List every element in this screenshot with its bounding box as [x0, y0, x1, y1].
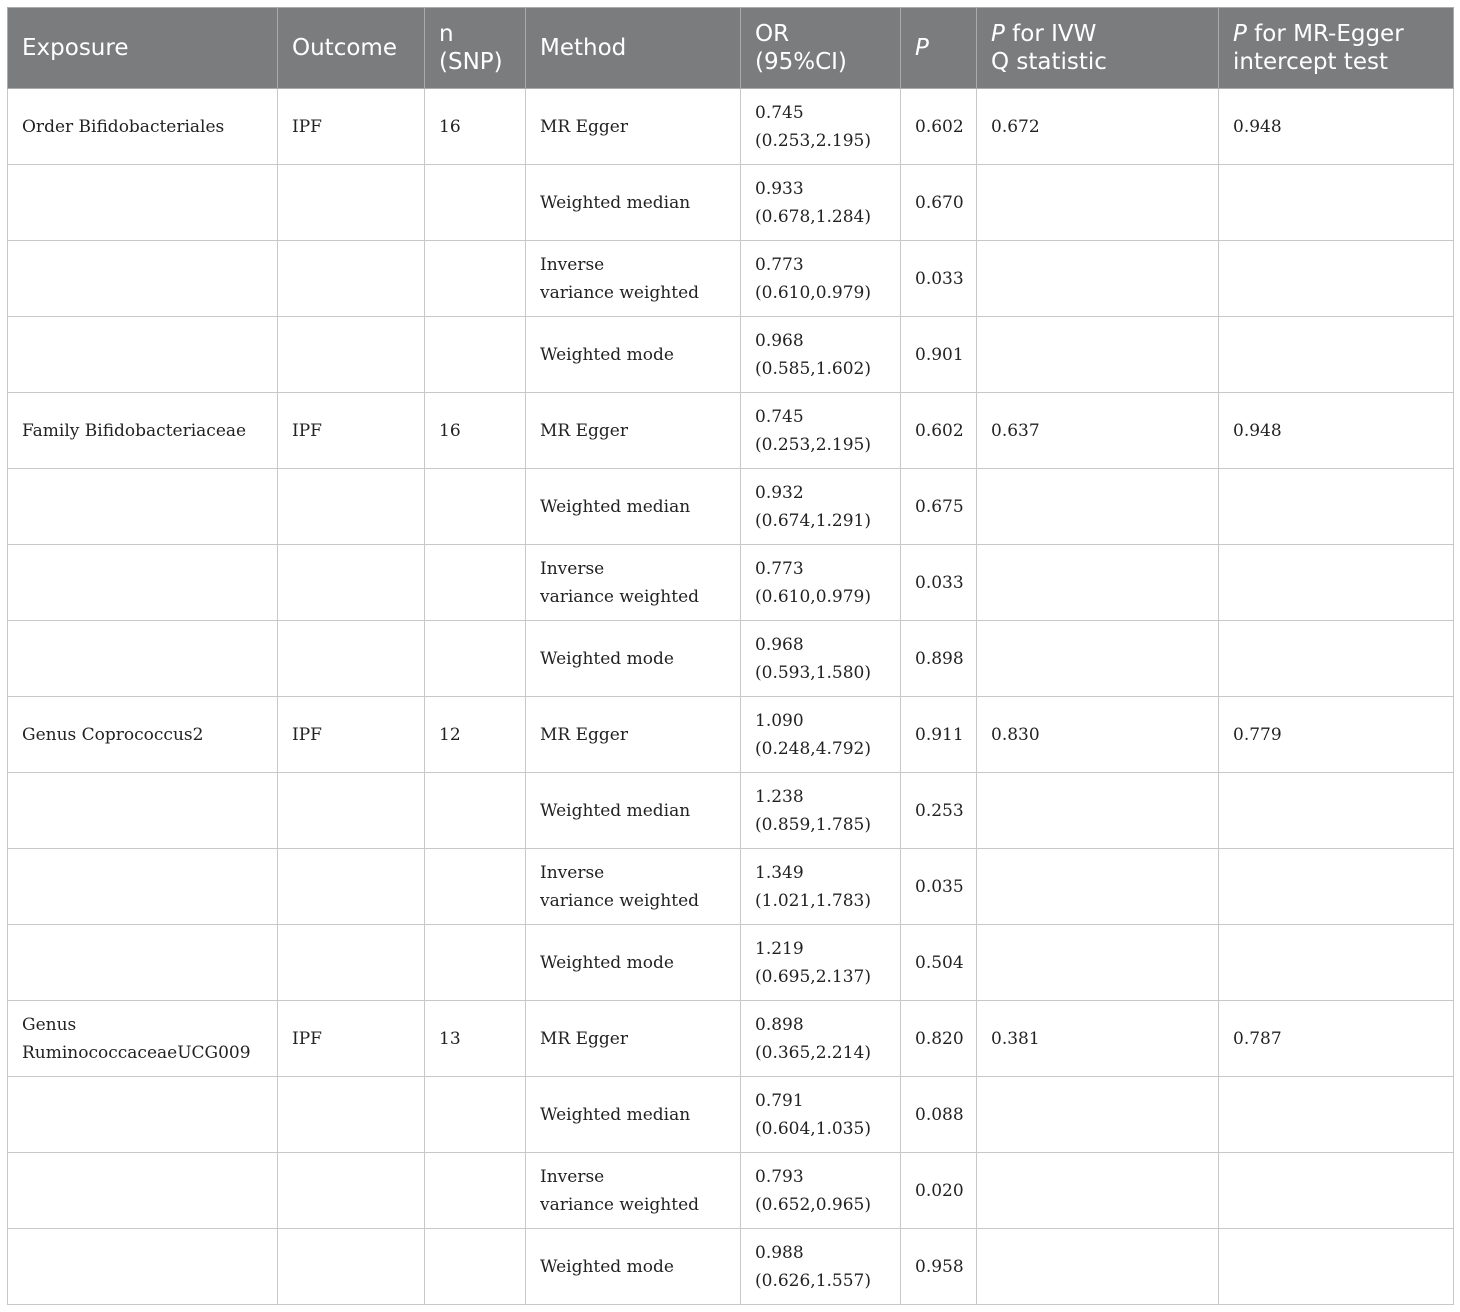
- header-p-egger: [1219, 8, 1454, 89]
- cell-p-ivw: 0.672: [977, 89, 1219, 165]
- table-row: [8, 849, 1454, 925]
- cell-method-line: MR Egger: [540, 724, 628, 745]
- header-text: Outcome: [292, 35, 397, 61]
- header-line: [1233, 20, 1439, 48]
- cell-p-egger: [1219, 1153, 1454, 1229]
- cell-method: [526, 1229, 741, 1305]
- cell-method-line: variance weighted: [540, 282, 700, 303]
- cell-p: 0.901: [901, 317, 977, 393]
- cell-p: 0.602: [901, 393, 977, 469]
- cell-method-line: MR Egger: [540, 116, 628, 137]
- cell-or-ci-line: 0.968: [755, 634, 804, 655]
- cell-p-egger: [1219, 1229, 1454, 1305]
- cell-exposure: [8, 925, 278, 1001]
- cell-method: [526, 621, 741, 697]
- table-row: [8, 89, 1454, 165]
- cell-or-ci-line: 0.773: [755, 558, 804, 579]
- cell-n-snp: [425, 1229, 526, 1305]
- cell-or-ci-line: 0.793: [755, 1166, 804, 1187]
- cell-p-ivw: [977, 545, 1219, 621]
- header-n-snp: [425, 8, 526, 89]
- cell-n-snp: [425, 773, 526, 849]
- cell-or-ci-line: (0.253,2.195): [755, 130, 872, 151]
- cell-method-line: MR Egger: [540, 420, 628, 441]
- table-row: [8, 1153, 1454, 1229]
- cell-or-ci-line: 0.988: [755, 1242, 804, 1263]
- cell-outcome: IPF: [278, 89, 425, 165]
- cell-method-line: Weighted median: [540, 1104, 691, 1125]
- cell-outcome: IPF: [278, 697, 425, 773]
- header-or-ci: [741, 8, 901, 89]
- header-line: [439, 48, 511, 76]
- cell-method: [526, 1153, 741, 1229]
- table-row: [8, 773, 1454, 849]
- cell-method-line: MR Egger: [540, 1028, 628, 1049]
- cell-method-line: Inverse: [540, 254, 605, 275]
- header-text: Method: [540, 35, 627, 61]
- cell-or-ci-line: (0.604,1.035): [755, 1118, 872, 1139]
- cell-p: 0.033: [901, 241, 977, 317]
- cell-exposure: [8, 469, 278, 545]
- cell-exposure: [8, 165, 278, 241]
- cell-or-ci: [741, 849, 901, 925]
- cell-p-ivw: [977, 925, 1219, 1001]
- cell-exposure-line: Order Bifidobacteriales: [22, 116, 225, 137]
- cell-p-ivw: [977, 1077, 1219, 1153]
- cell-p: 0.088: [901, 1077, 977, 1153]
- cell-outcome: [278, 317, 425, 393]
- table-row: [8, 241, 1454, 317]
- header-line: [1233, 48, 1439, 76]
- cell-p: 0.033: [901, 545, 977, 621]
- cell-p-egger: [1219, 621, 1454, 697]
- header-p-ivw: [977, 8, 1219, 89]
- cell-or-ci: [741, 89, 901, 165]
- cell-n-snp: [425, 165, 526, 241]
- cell-or-ci-line: (0.678,1.284): [755, 206, 872, 227]
- cell-n-snp: [425, 1153, 526, 1229]
- cell-or-ci-line: 0.933: [755, 178, 804, 199]
- cell-p-egger: [1219, 165, 1454, 241]
- table-header: [8, 8, 1454, 89]
- cell-exposure: [8, 621, 278, 697]
- header-text: intercept test: [1233, 49, 1388, 75]
- cell-or-ci-line: (0.674,1.291): [755, 510, 872, 531]
- table-row: [8, 393, 1454, 469]
- header-line: [755, 48, 886, 76]
- cell-method-line: Weighted mode: [540, 648, 674, 669]
- cell-outcome: [278, 241, 425, 317]
- cell-p: 0.675: [901, 469, 977, 545]
- cell-or-ci-line: 0.745: [755, 102, 804, 123]
- header-p: [901, 8, 977, 89]
- cell-n-snp: [425, 621, 526, 697]
- cell-n-snp: 16: [425, 89, 526, 165]
- cell-exposure: [8, 1077, 278, 1153]
- header-line: [439, 20, 511, 48]
- header-line: [22, 34, 263, 62]
- cell-p-ivw: [977, 773, 1219, 849]
- cell-p: 0.602: [901, 89, 977, 165]
- cell-p-ivw: [977, 165, 1219, 241]
- cell-outcome: [278, 165, 425, 241]
- cell-p-egger: [1219, 773, 1454, 849]
- header-method: [526, 8, 741, 89]
- cell-p: 0.035: [901, 849, 977, 925]
- header-exposure: [8, 8, 278, 89]
- header-text: Q statistic: [991, 49, 1107, 75]
- cell-n-snp: 13: [425, 1001, 526, 1077]
- cell-exposure: [8, 849, 278, 925]
- cell-or-ci: [741, 165, 901, 241]
- cell-exposure-line: Family Bifidobacteriaceae: [22, 420, 247, 441]
- cell-method: [526, 469, 741, 545]
- cell-or-ci: [741, 925, 901, 1001]
- cell-or-ci: [741, 393, 901, 469]
- cell-n-snp: [425, 545, 526, 621]
- cell-outcome: [278, 1153, 425, 1229]
- cell-outcome: [278, 621, 425, 697]
- header-line: [991, 48, 1204, 76]
- cell-outcome: [278, 773, 425, 849]
- cell-or-ci-line: 1.219: [755, 938, 804, 959]
- table-row: [8, 469, 1454, 545]
- cell-exposure: [8, 393, 278, 469]
- cell-or-ci-line: (0.248,4.792): [755, 738, 872, 759]
- header-outcome: [278, 8, 425, 89]
- cell-method-line: Inverse: [540, 558, 605, 579]
- cell-p-ivw: [977, 1229, 1219, 1305]
- header-line: [540, 34, 726, 62]
- table-row: [8, 697, 1454, 773]
- cell-method: [526, 1077, 741, 1153]
- cell-exposure: [8, 1001, 278, 1077]
- cell-exposure-line: Genus: [22, 1014, 77, 1035]
- cell-or-ci: [741, 1001, 901, 1077]
- cell-p-egger: 0.948: [1219, 393, 1454, 469]
- cell-p-ivw: [977, 849, 1219, 925]
- table-row: [8, 925, 1454, 1001]
- cell-outcome: IPF: [278, 1001, 425, 1077]
- header-line: [991, 20, 1204, 48]
- cell-outcome: [278, 849, 425, 925]
- cell-or-ci-line: 0.745: [755, 406, 804, 427]
- cell-method-line: Weighted mode: [540, 1256, 674, 1277]
- cell-method-line: variance weighted: [540, 1194, 700, 1215]
- header-text: for IVW: [1004, 21, 1097, 47]
- header-row: [8, 8, 1454, 89]
- header-italic-p: P: [915, 35, 929, 61]
- cell-p-egger: 0.779: [1219, 697, 1454, 773]
- cell-n-snp: [425, 469, 526, 545]
- cell-outcome: [278, 545, 425, 621]
- cell-exposure: [8, 1229, 278, 1305]
- cell-method-line: Weighted median: [540, 800, 691, 821]
- cell-or-ci-line: 1.349: [755, 862, 804, 883]
- header-italic-p: P: [991, 21, 1005, 47]
- header-text: OR: [755, 21, 790, 47]
- cell-method: [526, 697, 741, 773]
- cell-or-ci: [741, 545, 901, 621]
- cell-or-ci-line: (0.253,2.195): [755, 434, 872, 455]
- cell-or-ci-line: (0.365,2.214): [755, 1042, 872, 1063]
- table-body: [8, 89, 1454, 1305]
- cell-method: [526, 393, 741, 469]
- cell-method-line: Weighted mode: [540, 952, 674, 973]
- cell-or-ci-line: 1.238: [755, 786, 804, 807]
- cell-n-snp: 12: [425, 697, 526, 773]
- cell-n-snp: [425, 925, 526, 1001]
- table-row: [8, 621, 1454, 697]
- cell-method: [526, 925, 741, 1001]
- table-row: [8, 317, 1454, 393]
- cell-or-ci: [741, 1153, 901, 1229]
- cell-or-ci-line: 1.090: [755, 710, 804, 731]
- cell-method-line: Inverse: [540, 862, 605, 883]
- table-row: [8, 165, 1454, 241]
- cell-or-ci-line: (0.585,1.602): [755, 358, 872, 379]
- cell-p-egger: [1219, 241, 1454, 317]
- cell-or-ci-line: (0.695,2.137): [755, 966, 872, 987]
- cell-or-ci-line: (0.652,0.965): [755, 1194, 872, 1215]
- cell-method: [526, 241, 741, 317]
- cell-method: [526, 545, 741, 621]
- cell-n-snp: [425, 849, 526, 925]
- cell-or-ci-line: 0.773: [755, 254, 804, 275]
- table-row: [8, 1229, 1454, 1305]
- cell-p-ivw: 0.830: [977, 697, 1219, 773]
- cell-p: 0.670: [901, 165, 977, 241]
- cell-p-ivw: 0.637: [977, 393, 1219, 469]
- header-line: [292, 34, 410, 62]
- cell-method: [526, 317, 741, 393]
- cell-p-egger: [1219, 849, 1454, 925]
- header-text: n: [439, 21, 454, 47]
- cell-or-ci-line: 0.968: [755, 330, 804, 351]
- cell-n-snp: [425, 317, 526, 393]
- cell-or-ci-line: (0.593,1.580): [755, 662, 872, 683]
- cell-or-ci: [741, 697, 901, 773]
- cell-method-line: Weighted median: [540, 496, 691, 517]
- cell-exposure: [8, 317, 278, 393]
- cell-p-egger: [1219, 469, 1454, 545]
- cell-p-egger: [1219, 1077, 1454, 1153]
- header-italic-p: P: [1233, 21, 1247, 47]
- cell-or-ci-line: (1.021,1.783): [755, 890, 872, 911]
- cell-or-ci-line: (0.610,0.979): [755, 282, 872, 303]
- cell-exposure-line: RuminococcaceaeUCG009: [22, 1042, 251, 1063]
- cell-exposure: [8, 89, 278, 165]
- cell-n-snp: [425, 241, 526, 317]
- header-text: Exposure: [22, 35, 129, 61]
- cell-or-ci-line: 0.898: [755, 1014, 804, 1035]
- cell-method: [526, 849, 741, 925]
- cell-exposure: [8, 545, 278, 621]
- cell-or-ci-line: (0.610,0.979): [755, 586, 872, 607]
- cell-p-egger: 0.787: [1219, 1001, 1454, 1077]
- header-line: [915, 34, 962, 62]
- cell-method-line: variance weighted: [540, 586, 700, 607]
- cell-p-ivw: [977, 241, 1219, 317]
- cell-p-ivw: [977, 1153, 1219, 1229]
- cell-p: 0.958: [901, 1229, 977, 1305]
- cell-or-ci-line: (0.859,1.785): [755, 814, 872, 835]
- cell-or-ci: [741, 1077, 901, 1153]
- header-line: [755, 20, 886, 48]
- cell-exposure: [8, 1153, 278, 1229]
- cell-p: 0.253: [901, 773, 977, 849]
- cell-or-ci: [741, 241, 901, 317]
- cell-or-ci: [741, 469, 901, 545]
- cell-method-line: Inverse: [540, 1166, 605, 1187]
- cell-method: [526, 773, 741, 849]
- table-row: [8, 1077, 1454, 1153]
- cell-exposure: [8, 773, 278, 849]
- cell-n-snp: [425, 1077, 526, 1153]
- cell-method-line: Weighted median: [540, 192, 691, 213]
- cell-p-ivw: 0.381: [977, 1001, 1219, 1077]
- cell-p-egger: [1219, 317, 1454, 393]
- cell-or-ci: [741, 773, 901, 849]
- cell-or-ci: [741, 317, 901, 393]
- cell-exposure: [8, 241, 278, 317]
- cell-exposure-line: Genus Coprococcus2: [22, 724, 204, 745]
- cell-p-egger: [1219, 545, 1454, 621]
- table-row: [8, 1001, 1454, 1077]
- cell-or-ci-line: 0.932: [755, 482, 804, 503]
- cell-p: 0.898: [901, 621, 977, 697]
- cell-method: [526, 165, 741, 241]
- cell-or-ci: [741, 1229, 901, 1305]
- cell-method-line: variance weighted: [540, 890, 700, 911]
- cell-p: 0.820: [901, 1001, 977, 1077]
- cell-p-egger: 0.948: [1219, 89, 1454, 165]
- cell-p: 0.911: [901, 697, 977, 773]
- cell-method: [526, 1001, 741, 1077]
- cell-p: 0.020: [901, 1153, 977, 1229]
- cell-p-ivw: [977, 317, 1219, 393]
- cell-or-ci-line: (0.626,1.557): [755, 1270, 872, 1291]
- results-table: [7, 7, 1454, 1305]
- cell-p: 0.504: [901, 925, 977, 1001]
- cell-method: [526, 89, 741, 165]
- cell-p-ivw: [977, 621, 1219, 697]
- cell-outcome: [278, 469, 425, 545]
- cell-p-egger: [1219, 925, 1454, 1001]
- cell-or-ci-line: 0.791: [755, 1090, 804, 1111]
- header-text: for MR-Egger: [1246, 21, 1404, 47]
- cell-or-ci: [741, 621, 901, 697]
- cell-p-ivw: [977, 469, 1219, 545]
- cell-n-snp: 16: [425, 393, 526, 469]
- cell-outcome: [278, 1077, 425, 1153]
- cell-outcome: IPF: [278, 393, 425, 469]
- cell-outcome: [278, 925, 425, 1001]
- header-text: (95%CI): [755, 49, 847, 75]
- cell-exposure: [8, 697, 278, 773]
- cell-method-line: Weighted mode: [540, 344, 674, 365]
- header-text: (SNP): [439, 49, 503, 75]
- table-row: [8, 545, 1454, 621]
- cell-outcome: [278, 1229, 425, 1305]
